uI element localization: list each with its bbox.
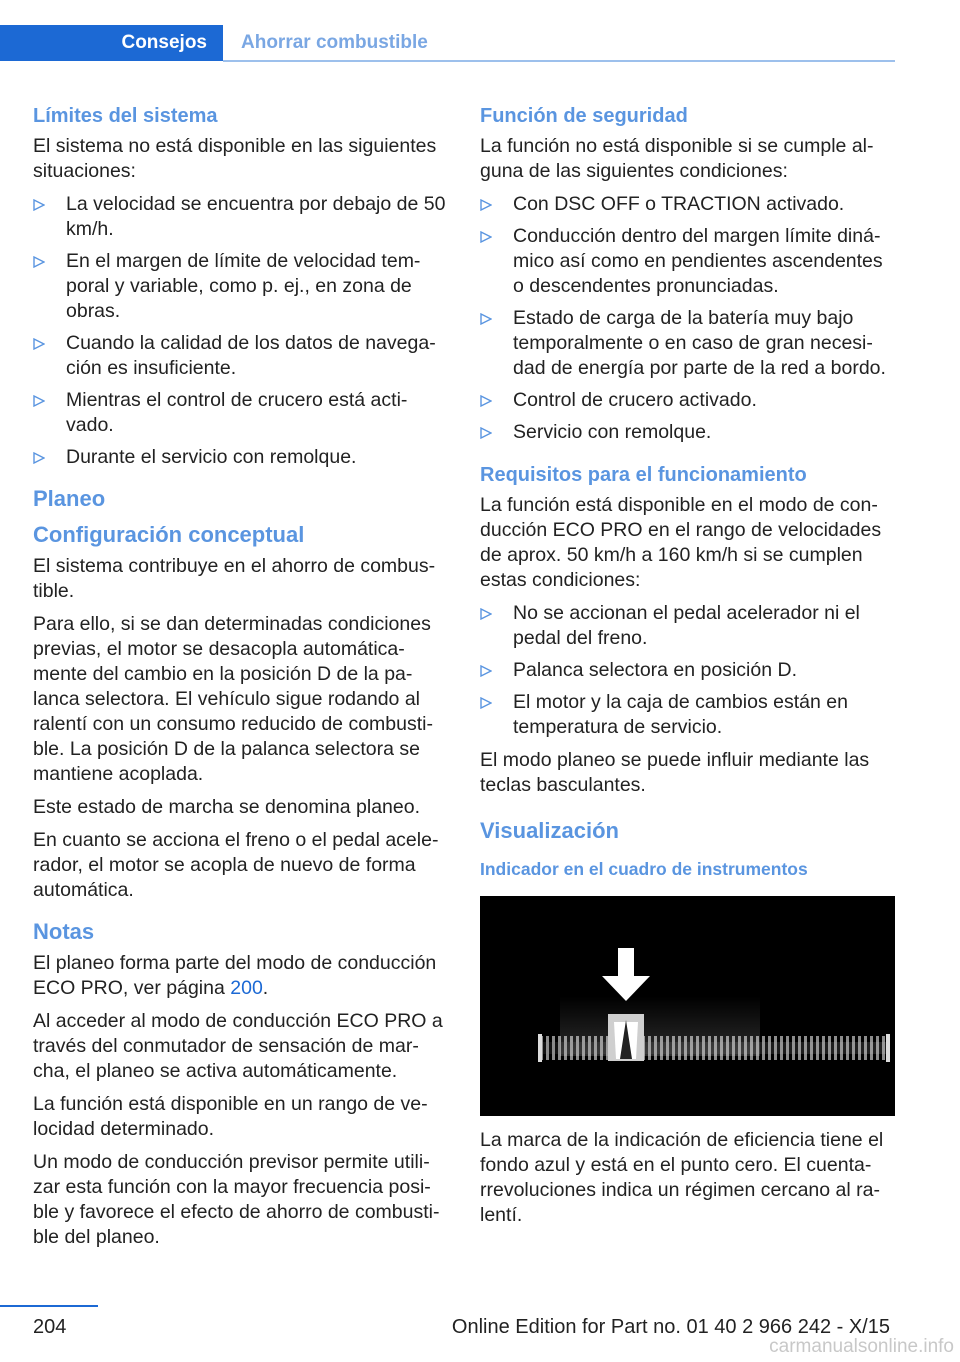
notes-paragraph: Al acceder al modo de conducción ECO PRO a través del conmutador de sensación de mar‐cha, el planeo se activa automáticamente. — [33, 1010, 443, 1082]
concept-paragraph: En cuanto se acciona el freno o el pedal acele‐rador, el motor se acopla de nuevo de forma automática. — [33, 829, 439, 901]
requirements-intro: La función está disponible en el modo de con‐ducción ECO PRO en el rango de velocidades de aprox. 50 km/h a 160 km/h si se cumplen estas condiciones: — [480, 494, 882, 591]
list-item: Conducción dentro del margen límite diná‐mico así como en pendientes ascendentes o descendentes pronunciadas. — [480, 224, 896, 299]
triangle-bullet-icon — [480, 427, 492, 439]
concept-paragraph: Para ello, si se dan determinadas condiciones previas, el motor se desacopla automática‐mente del cambio en la posición D de la pa‐lanca selectora. El vehículo sigue rodando al ralentí con un consumo reducido de combusti‐ble. La posición D de la palanca selectora se mantiene acoplada. — [33, 613, 433, 785]
list-item: Servicio con remolque. — [480, 420, 896, 445]
list-item: No se accionan el pedal acelerador ni el pedal del freno. — [480, 601, 896, 651]
list-item: Durante el servicio con remolque. — [33, 445, 449, 470]
triangle-bullet-icon — [480, 395, 492, 407]
limits-list — [33, 192, 449, 470]
efficiency-indicator-image — [480, 896, 895, 1116]
triangle-bullet-icon — [480, 697, 492, 709]
safety-intro: La función no está disponible si se cumple al‐guna de las siguientes condiciones: — [480, 135, 874, 182]
tab-ahorrar-combustible[interactable]: Ahorrar combustible — [241, 32, 428, 53]
display-heading: Visualización — [480, 818, 619, 843]
header-divider — [223, 60, 895, 62]
list-item: La velocidad se encuentra por debajo de 50 km/h. — [33, 192, 449, 242]
left-column — [33, 100, 449, 1258]
triangle-bullet-icon — [480, 608, 492, 620]
triangle-bullet-icon — [480, 231, 492, 243]
list-item: Control de crucero activado. — [480, 388, 896, 413]
list-item: Estado de carga de la batería muy bajo temporalmente o en caso de gran necesi‐dad de energía por parte de la red a bordo. — [480, 306, 896, 381]
triangle-bullet-icon — [480, 199, 492, 211]
page-number: 204 — [33, 1316, 67, 1338]
list-item: Mientras el control de crucero está acti‐vado. — [33, 388, 449, 438]
efficiency-scale-bar — [538, 1034, 890, 1062]
notes-paragraph: La función está disponible en un rango de ve‐locidad determinado. — [33, 1093, 428, 1140]
display-caption: La marca de la indicación de eficiencia tiene el fondo azul y está en el punto cero. El cuenta‐rrevoluciones indica un régimen cercano al ra‐lentí. — [480, 1129, 884, 1226]
concept-heading: Configuración conceptual — [33, 522, 305, 547]
triangle-bullet-icon — [33, 256, 45, 268]
triangle-bullet-icon — [33, 199, 45, 211]
triangle-bullet-icon — [480, 665, 492, 677]
limits-intro: El sistema no está disponible en las siguientes situaciones: — [33, 135, 437, 182]
efficiency-marker-icon — [608, 1014, 644, 1061]
tab-consejos[interactable]: Consejos — [0, 25, 223, 61]
cluster-heading: Indicador en el cuadro de instrumentos — [480, 859, 808, 879]
triangle-bullet-icon — [33, 452, 45, 464]
requirements-list — [480, 601, 896, 740]
notes-paragraph: El planeo forma parte del modo de conducción ECO PRO, ver página 200. — [33, 952, 437, 999]
notes-heading: Notas — [33, 919, 95, 944]
list-item: El motor y la caja de cambios están en temperatura de servicio. — [480, 690, 896, 740]
concept-paragraph: El sistema contribuye en el ahorro de combus‐tible. — [33, 555, 436, 602]
notes-paragraph: Un modo de conducción previsor permite utili‐zar esta función con la mayor frecuencia posi‐ble y favorece el efecto de ahorro de combusti‐ble del planeo. — [33, 1151, 440, 1248]
footer-rule — [0, 1305, 98, 1307]
watermark: carmanualsonline.info — [769, 1336, 954, 1357]
safety-list — [480, 192, 896, 445]
triangle-bullet-icon — [480, 313, 492, 325]
page-200-link[interactable]: 200 — [230, 977, 263, 999]
list-item: En el margen de límite de velocidad tem‐poral y variable, como p. ej., en zona de obras. — [33, 249, 449, 324]
limits-heading: Límites del sistema — [33, 105, 218, 127]
list-item: Cuando la calidad de los datos de navega‐ción es insuficiente. — [33, 331, 449, 381]
requirements-note: El modo planeo se puede influir mediante las teclas basculantes. — [480, 749, 870, 796]
edition-text: Online Edition for Part no. 01 40 2 966 242 - X/15 — [451, 1316, 890, 1338]
safety-heading: Función de seguridad — [480, 105, 688, 127]
list-item: Con DSC OFF o TRACTION activado. — [480, 192, 896, 217]
planeo-heading: Planeo — [33, 486, 106, 511]
triangle-bullet-icon — [33, 395, 45, 407]
requirements-heading: Requisitos para el funcionamiento — [480, 464, 807, 486]
right-column — [480, 100, 896, 1236]
triangle-bullet-icon — [33, 338, 45, 350]
concept-paragraph: Este estado de marcha se denomina planeo. — [33, 796, 421, 818]
list-item: Palanca selectora en posición D. — [480, 658, 896, 683]
page-header — [0, 0, 960, 62]
